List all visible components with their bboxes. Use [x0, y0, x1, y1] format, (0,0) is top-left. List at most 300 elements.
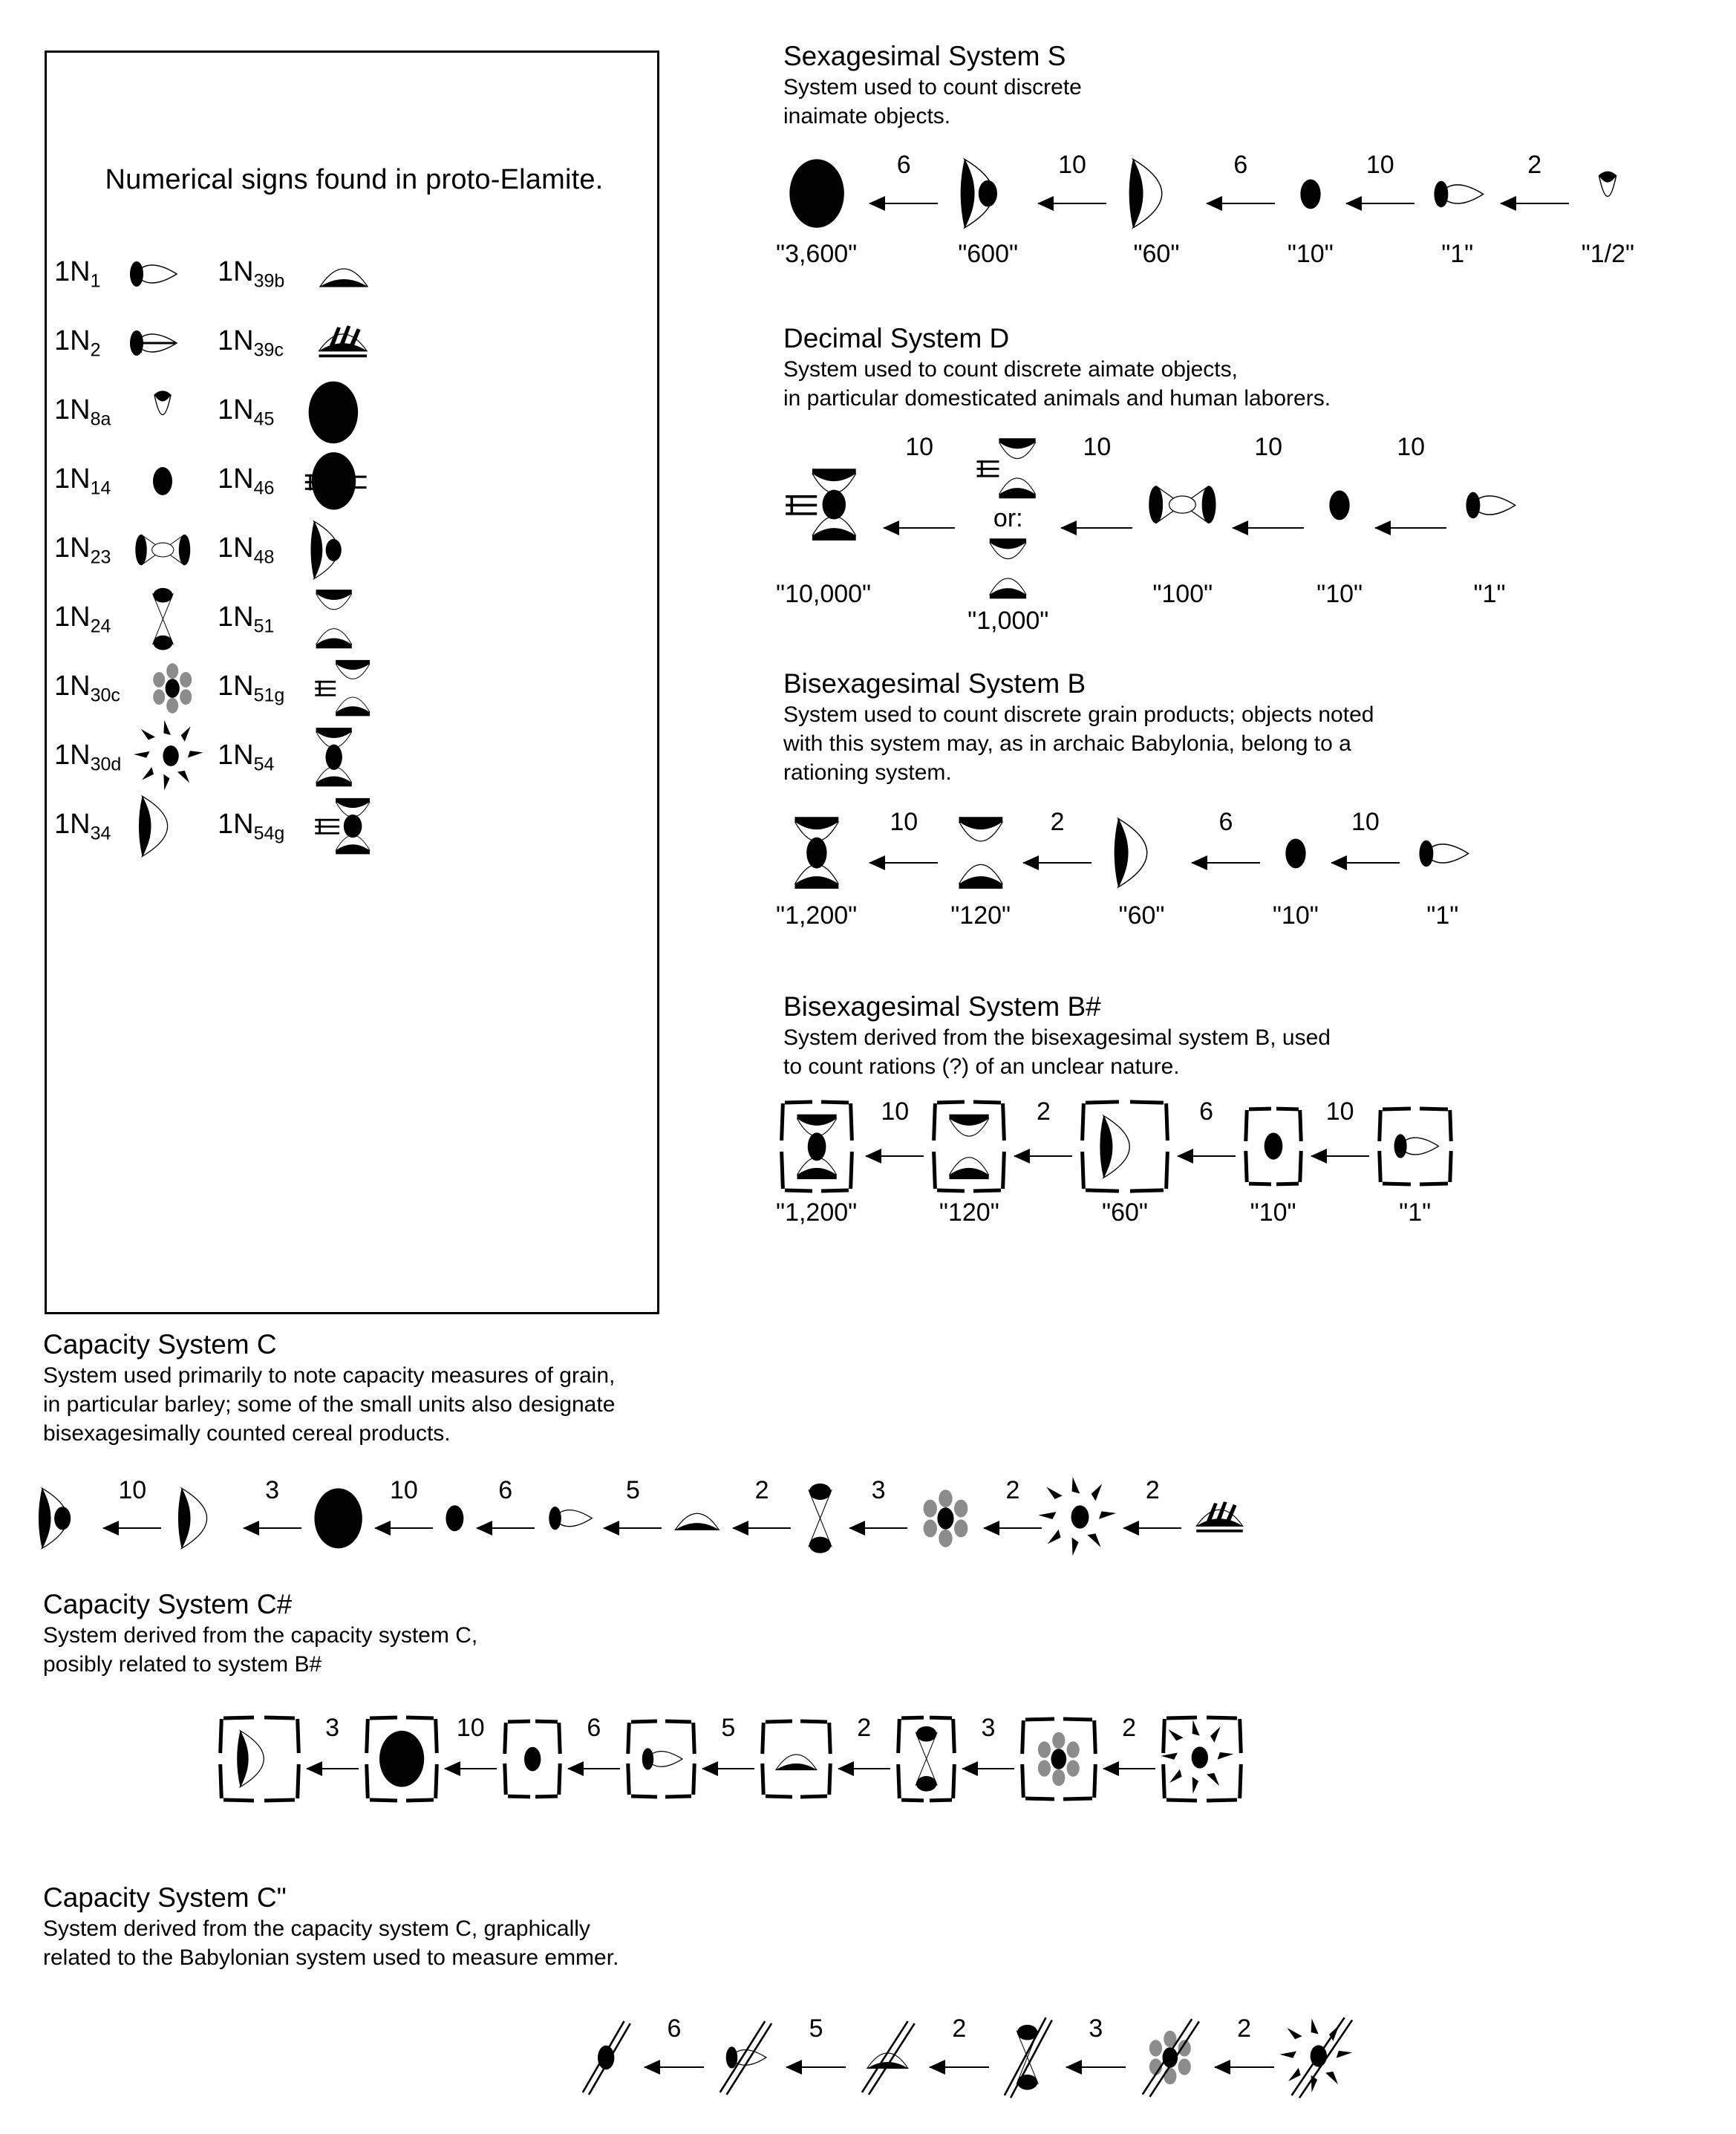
- node-caption: "120": [939, 1198, 999, 1227]
- glyph-dome-dark-base: [854, 2016, 921, 2099]
- chain-link: [884, 434, 955, 529]
- arrow-icon: [1066, 2066, 1126, 2068]
- arrow-icon: [1215, 2066, 1274, 2068]
- arrow-icon: [962, 1768, 1014, 1769]
- arrow-icon: [445, 1768, 497, 1769]
- arrow-icon: [1178, 1155, 1236, 1157]
- sign-glyph-dome-hatched-dark-base: [291, 307, 395, 379]
- chain-node: [916, 1478, 976, 1559]
- factor-label: 3: [981, 1714, 996, 1742]
- bracket-frame: [1378, 1107, 1452, 1186]
- chain-node: [1412, 809, 1473, 930]
- section-desc-line: System used to count discrete grain products; objects noted: [783, 702, 1374, 727]
- arrow-icon: [1061, 527, 1132, 529]
- glyph-large-filled-circle: [310, 1478, 367, 1559]
- chain-link: [1331, 809, 1400, 864]
- factor-label: 10: [881, 1097, 910, 1126]
- factor-label: 10: [456, 1714, 485, 1742]
- glyph-small-filled-oval: [1324, 434, 1355, 575]
- bracket-frame: [365, 1716, 438, 1801]
- chain-bisexagesimal-b-sharp: [776, 1099, 1452, 1227]
- chain-link: [645, 2016, 704, 2068]
- glyph-vertical-bowtie-center-dot-ticks: [783, 434, 864, 575]
- chain-node: [543, 1478, 596, 1559]
- arrow-icon: [1123, 1527, 1181, 1529]
- chain-link: [103, 1478, 161, 1529]
- chain-node: [897, 1715, 956, 1803]
- slash-overlay-group: [575, 2020, 636, 2095]
- bracket-frame: [503, 1720, 561, 1798]
- arrow-icon: [884, 527, 955, 529]
- chain-node: [1145, 434, 1220, 609]
- arrow-icon: [1207, 203, 1275, 204]
- chain-link: [1215, 2016, 1274, 2068]
- sign-row: [54, 584, 215, 655]
- chain-link: [1103, 1715, 1155, 1769]
- sign-name: $1N_{51}$: [218, 601, 275, 637]
- glyph-starburst-dark-flames: [1162, 1715, 1243, 1803]
- arrow-icon: [1311, 1155, 1369, 1157]
- factor-label: 2: [1005, 1476, 1020, 1504]
- glyph-large-half-dark-wedge: [1081, 1099, 1168, 1194]
- glyph-punch-half-dark-wedge: [1459, 434, 1520, 575]
- sign-row: [54, 791, 215, 862]
- chain-link: [984, 1478, 1042, 1529]
- sign-name: $1N_{14}$: [54, 463, 111, 499]
- chain-node: [1316, 434, 1363, 609]
- sign-name: $1N_{54g}$: [218, 808, 285, 844]
- glyph-alt-lower: [983, 535, 1033, 603]
- section-title: Sexagesimal System S: [783, 41, 1066, 71]
- chain-link: [702, 1715, 754, 1769]
- sign-row: [218, 238, 396, 310]
- chain-node: [950, 152, 1025, 269]
- factor-label: 6: [587, 1714, 601, 1742]
- chain-node: [1081, 1099, 1168, 1227]
- chain-node: [575, 2016, 636, 2099]
- chain-node: [169, 1478, 235, 1559]
- node-caption: "1": [1399, 1198, 1432, 1227]
- bracket-frame: [897, 1716, 956, 1801]
- section-sexagesimal-s: [783, 41, 1082, 131]
- arrow-icon: [786, 2066, 846, 2068]
- chain-link: [445, 1715, 497, 1769]
- node-caption: "10": [1287, 240, 1334, 268]
- factor-label: 10: [1365, 151, 1394, 179]
- section-title: Decimal System D: [783, 323, 1010, 353]
- arrow-icon: [1014, 1155, 1072, 1157]
- slash-overlay-group: [1282, 2016, 1360, 2098]
- sign-name: $1N_{54}$: [218, 739, 275, 775]
- sign-glyph-vertical-bowtie-center-dot-ticks: [292, 791, 396, 862]
- glyph-vertical-bowtie-dark-caps: [997, 2016, 1058, 2099]
- chain-node: [933, 1099, 1005, 1227]
- factor-label: 10: [905, 433, 934, 461]
- chain-link: [1192, 809, 1260, 864]
- section-title: Capacity System C": [43, 1882, 287, 1913]
- factor-label: 10: [1254, 433, 1283, 461]
- section-title: Capacity System C: [43, 1329, 277, 1360]
- sign-glyph-dome-dark-base: [292, 238, 396, 310]
- arrow-icon: [1331, 862, 1400, 864]
- glyph-vertical-bowtie-with-center-dot: [780, 1099, 853, 1194]
- chain-link: [477, 1478, 535, 1529]
- node-caption: "3,600": [776, 240, 858, 268]
- sign-row: [54, 307, 204, 379]
- sign-name: $1N_{23}$: [54, 532, 111, 568]
- glyph-large-half-dark-wedge: [1119, 152, 1194, 235]
- chain-link: [1346, 152, 1414, 204]
- chain-node: [1134, 2016, 1207, 2099]
- factor-label: 3: [1089, 2014, 1103, 2043]
- chain-node: [761, 1715, 832, 1803]
- section-desc-line: inaimate objects.: [783, 103, 951, 128]
- sign-name: $1N_{46}$: [218, 463, 275, 499]
- glyph-punch-half-dark-wedge: [712, 2016, 778, 2099]
- chain-node: [441, 1478, 469, 1559]
- sign-table-box: [45, 50, 659, 1314]
- chain-node: [219, 1715, 300, 1803]
- sign-row: [218, 584, 385, 655]
- glyph-wedge-with-inner-dot: [950, 152, 1025, 235]
- section-desc-line: related to the Babylonian system used to measure emmer.: [43, 1945, 619, 1970]
- chain-node: [776, 434, 871, 609]
- chain-capacity-c-double-prime: [575, 2016, 1360, 2099]
- glyph-small-filled-oval: [503, 1715, 561, 1803]
- chain-node: [776, 809, 857, 930]
- glyph-punch-half-dark-wedge: [1412, 809, 1473, 897]
- chain-bisexagesimal-b: [776, 809, 1473, 930]
- glyph-small-filled-oval: [441, 1478, 469, 1559]
- sign-table-title: Numerical signs found in proto-Elamite.: [105, 164, 604, 195]
- arrow-icon: [702, 1768, 754, 1769]
- bracket-frame: [780, 1100, 853, 1193]
- sign-glyph-large-filled-circle: [281, 376, 385, 448]
- chain-node: [854, 2016, 921, 2099]
- factor-label: 3: [265, 1476, 280, 1504]
- sign-row: [218, 515, 385, 586]
- sign-row: [54, 515, 215, 586]
- bracket-frame: [1162, 1716, 1243, 1801]
- chain-node: [1190, 1478, 1250, 1559]
- arrow-icon: [1501, 203, 1569, 204]
- sign-row: [54, 722, 225, 793]
- chain-link: [869, 809, 938, 864]
- chain-link: [1014, 1099, 1072, 1157]
- glyph-vertical-bowtie-dark-caps: [897, 1715, 956, 1803]
- factor-label: 5: [625, 1476, 640, 1504]
- chain-node: [310, 1478, 367, 1559]
- sign-glyph-small-filled-oval: [111, 446, 215, 517]
- section-desc-line: System derived from the bisexagesimal system B, used: [783, 1025, 1331, 1050]
- arrow-icon: [869, 862, 938, 864]
- sign-name: $1N_{8a}$: [54, 394, 111, 430]
- chain-node: [997, 2016, 1058, 2099]
- glyph-vertical-bowtie-dark-caps-open: [951, 809, 1011, 897]
- chain-decimal-d: [776, 434, 1520, 636]
- chain-node: [1119, 152, 1194, 269]
- chain-node: [776, 1099, 857, 1227]
- chain-link: [568, 1715, 620, 1769]
- glyph-wedge-with-inner-dot: [30, 1478, 95, 1559]
- chain-node: [1273, 809, 1319, 930]
- sign-row: [54, 376, 215, 448]
- factor-label: 2: [1527, 151, 1542, 179]
- sign-glyph-vertical-cone-dark-top: [111, 376, 215, 448]
- chain-node: [1162, 1715, 1243, 1803]
- glyph-starburst-dark-flames: [1050, 1478, 1115, 1559]
- sign-row: [218, 791, 396, 862]
- factor-label: 10: [389, 1476, 418, 1504]
- section-capacity-c-double-prime: [43, 1882, 619, 1972]
- sign-glyph-punch-half-dark-wedge: [100, 238, 204, 310]
- chain-node: [776, 152, 857, 269]
- arrow-icon: [869, 203, 938, 204]
- node-caption: "1,000": [967, 607, 1049, 636]
- section-desc-line: System derived from the capacity system C, graphically: [43, 1916, 590, 1941]
- glyph-punch-half-dark-wedge: [1427, 152, 1488, 235]
- section-bisexagesimal-b-sharp: [783, 991, 1331, 1081]
- chain-node: [30, 1478, 95, 1559]
- glyph-vertical-bowtie-dark-caps-open: [933, 1099, 1005, 1194]
- factor-label: 5: [721, 1714, 736, 1742]
- section-title: Bisexagesimal System B#: [783, 991, 1101, 1022]
- factor-label: 2: [1122, 1714, 1137, 1742]
- section-desc-line: System used primarily to note capacity measures of grain,: [43, 1363, 616, 1388]
- chain-link: [838, 1715, 890, 1769]
- chain-node: [1021, 1715, 1097, 1803]
- factor-label: 6: [1218, 808, 1233, 836]
- sign-name: $1N_{45}$: [218, 394, 275, 430]
- sign-row: [218, 653, 396, 724]
- glyph-dome-hatched-dark-base: [1190, 1478, 1250, 1559]
- node-caption: "1": [1426, 901, 1459, 930]
- sign-name: $1N_{34}$: [54, 808, 111, 844]
- arrow-icon: [477, 1527, 535, 1529]
- node-caption: "600": [958, 240, 1019, 268]
- chain-node: [1104, 809, 1179, 930]
- sign-name: $1N_1$: [54, 255, 101, 292]
- factor-label: 3: [325, 1714, 339, 1742]
- sign-name: $1N_{30d}$: [54, 739, 122, 775]
- slash-overlay-group: [712, 2020, 778, 2095]
- sign-glyph-vertical-bowtie-dark-caps: [111, 584, 215, 655]
- glyph-starburst-dark-flames: [1282, 2016, 1360, 2099]
- sign-row: [218, 376, 385, 448]
- glyph-large-filled-circle: [365, 1715, 438, 1803]
- glyph-rosette-six-grey-dots: [1021, 1715, 1097, 1803]
- glyph-bowtie-horizontal-dark-ends: [1145, 434, 1220, 575]
- arrow-icon: [930, 2066, 989, 2068]
- glyph-small-filled-oval: [1280, 809, 1311, 897]
- chain-link: [849, 1478, 907, 1529]
- chain-link: [1066, 2016, 1126, 2068]
- bracket-frame: [761, 1720, 832, 1798]
- factor-label: 10: [1397, 433, 1426, 461]
- glyph-large-half-dark-wedge: [1104, 809, 1179, 897]
- arrow-icon: [733, 1527, 791, 1529]
- bracket-frame: [1244, 1107, 1302, 1186]
- chain-node: [1282, 2016, 1360, 2099]
- chain-link: [1038, 152, 1106, 204]
- chain-link: [866, 1099, 924, 1157]
- sign-name: $1N_{51g}$: [218, 670, 285, 706]
- factor-label: 10: [1325, 1097, 1354, 1126]
- glyph-vertical-bowtie-with-center-dot: [787, 809, 846, 897]
- bracket-frame: [1081, 1100, 1168, 1193]
- chain-node: [950, 809, 1011, 930]
- arrow-icon: [568, 1768, 620, 1769]
- chain-link: [930, 2016, 989, 2068]
- glyph-large-half-dark-wedge: [169, 1478, 235, 1559]
- section-bisexagesimal-b: [783, 668, 1374, 787]
- sign-glyph-large-half-dark-wedge: [111, 791, 215, 862]
- section-desc-line: with this system may, as in archaic Babylonia, belong to a: [783, 731, 1351, 756]
- sign-glyph-starburst-dark-flames: [121, 722, 225, 793]
- chain-node: [712, 2016, 778, 2099]
- arrow-icon: [849, 1527, 907, 1529]
- glyph-dome-dark-base: [761, 1715, 832, 1803]
- sign-glyph-wedge-with-inner-dot: [281, 515, 385, 586]
- sign-row: [218, 722, 385, 793]
- node-caption: "1,200": [776, 901, 858, 930]
- glyph-large-filled-circle: [784, 152, 849, 235]
- chain-node: [1378, 1099, 1452, 1227]
- factor-label: 10: [1058, 151, 1086, 179]
- glyph-vertical-bowtie-dark-caps: [799, 1478, 841, 1559]
- factor-label: 10: [1083, 433, 1112, 461]
- node-caption: "100": [1152, 580, 1213, 608]
- node-caption: "60": [1118, 901, 1165, 930]
- arrow-icon: [1103, 1768, 1155, 1769]
- arrow-icon: [1346, 203, 1414, 204]
- node-caption: "10": [1272, 901, 1319, 930]
- sign-name: $1N_{24}$: [54, 601, 111, 637]
- chain-link: [1023, 809, 1091, 864]
- factor-label: 6: [1199, 1097, 1214, 1126]
- sign-row: [218, 307, 395, 379]
- section-desc-line: System used to count discrete: [783, 74, 1082, 99]
- node-caption: "10": [1250, 1198, 1296, 1227]
- glyph-small-filled-oval: [575, 2016, 636, 2099]
- section-title: Capacity System C#: [43, 1589, 293, 1619]
- glyph-vertical-cone-dark-top: [1590, 152, 1625, 235]
- section-decimal-d: [783, 323, 1331, 413]
- sign-glyph-vertical-bowtie-dark-caps-open: [281, 584, 385, 655]
- arrow-icon: [1233, 527, 1304, 529]
- chain-link: [244, 1478, 301, 1529]
- factor-label: 5: [809, 2014, 823, 2043]
- chain-link: [962, 1715, 1014, 1769]
- glyph-rosette-six-grey-dots: [916, 1478, 976, 1559]
- factor-label: 2: [1050, 808, 1065, 836]
- arrow-icon: [645, 2066, 704, 2068]
- factor-label: 6: [1233, 151, 1248, 179]
- glyph-rosette-six-grey-dots: [1134, 2016, 1207, 2099]
- slash-overlay-group: [997, 2016, 1058, 2098]
- arrow-icon: [103, 1527, 161, 1529]
- chain-link: [1207, 152, 1275, 204]
- chain-link: [733, 1478, 791, 1529]
- chain-node: [967, 434, 1048, 636]
- glyph-punch-half-dark-wedge: [1378, 1099, 1452, 1194]
- chain-link: [604, 1478, 662, 1529]
- chain-link: [1311, 1099, 1369, 1157]
- node-caption: "1/2": [1581, 240, 1635, 268]
- factor-label: 10: [890, 808, 918, 836]
- factor-label: 10: [1351, 808, 1380, 836]
- chain-node: [1288, 152, 1334, 269]
- sign-name: $1N_{30c}$: [54, 670, 120, 706]
- sign-name: $1N_{39c}$: [218, 324, 284, 361]
- node-caption: "10": [1316, 580, 1363, 608]
- arrow-icon: [838, 1768, 890, 1769]
- sign-name: $1N_2$: [54, 324, 101, 361]
- sign-glyph-vertical-bowtie-with-center-dot: [281, 722, 385, 793]
- section-desc-line: in particular domesticated animals and human laborers.: [783, 385, 1331, 411]
- arrow-icon: [1192, 862, 1260, 864]
- factor-label: 2: [1145, 1476, 1160, 1504]
- sign-row: [54, 446, 215, 517]
- or-label: or:: [993, 503, 1023, 532]
- sign-row: [218, 446, 385, 517]
- section-desc-line: to count rations (?) of an unclear nature.: [783, 1054, 1180, 1079]
- chain-sexagesimal-s: [776, 152, 1634, 269]
- arrow-icon: [1375, 527, 1446, 529]
- sign-name: $1N_{48}$: [218, 532, 275, 568]
- glyph-dome-dark-base: [670, 1478, 725, 1559]
- bracket-frame: [219, 1716, 300, 1801]
- section-desc-line: rationing system.: [783, 760, 952, 785]
- section-desc-line: in particular barley; some of the small units also designate: [43, 1391, 616, 1417]
- node-caption: "1": [1441, 240, 1474, 268]
- bracket-frame: [627, 1720, 696, 1798]
- factor-label: 6: [667, 2014, 682, 2043]
- glyph-small-filled-oval: [1295, 152, 1326, 235]
- chain-link: [1501, 152, 1569, 204]
- glyph-punch-half-dark-wedge: [627, 1715, 696, 1803]
- chain-capacity-c: [30, 1478, 1250, 1559]
- chain-node: [503, 1715, 561, 1803]
- section-desc-line: System used to count discrete aimate objects,: [783, 356, 1238, 382]
- section-title: Bisexagesimal System B: [783, 668, 1086, 699]
- section-desc-line: System derived from the capacity system C,: [43, 1622, 478, 1648]
- arrow-icon: [1038, 203, 1106, 204]
- section-desc-line: bisexagesimally counted cereal products.: [43, 1420, 451, 1446]
- chain-link: [1061, 434, 1132, 529]
- chain-node: [1244, 1099, 1302, 1227]
- chain-node: [1427, 152, 1488, 269]
- chain-link: [786, 2016, 846, 2068]
- chain-link: [869, 152, 938, 204]
- factor-label: 6: [896, 151, 911, 179]
- sign-name: $1N_{39b}$: [218, 255, 285, 292]
- factor-label: 2: [857, 1714, 872, 1742]
- chain-link: [375, 1478, 433, 1529]
- sign-glyph-vertical-bowtie-with-ticks: [292, 653, 396, 724]
- chain-link: [1123, 1478, 1181, 1529]
- slash-overlay-group: [854, 2020, 921, 2095]
- arrow-icon: [604, 1527, 662, 1529]
- sign-glyph-bowtie-horizontal-dark-ends: [111, 515, 215, 586]
- chain-link: [307, 1715, 359, 1769]
- chain-node: [1050, 1478, 1115, 1559]
- chain-link: [1375, 434, 1446, 529]
- factor-label: 2: [754, 1476, 769, 1504]
- chain-node: [799, 1478, 841, 1559]
- arrow-icon: [1023, 862, 1091, 864]
- factor-label: 2: [1036, 1097, 1051, 1126]
